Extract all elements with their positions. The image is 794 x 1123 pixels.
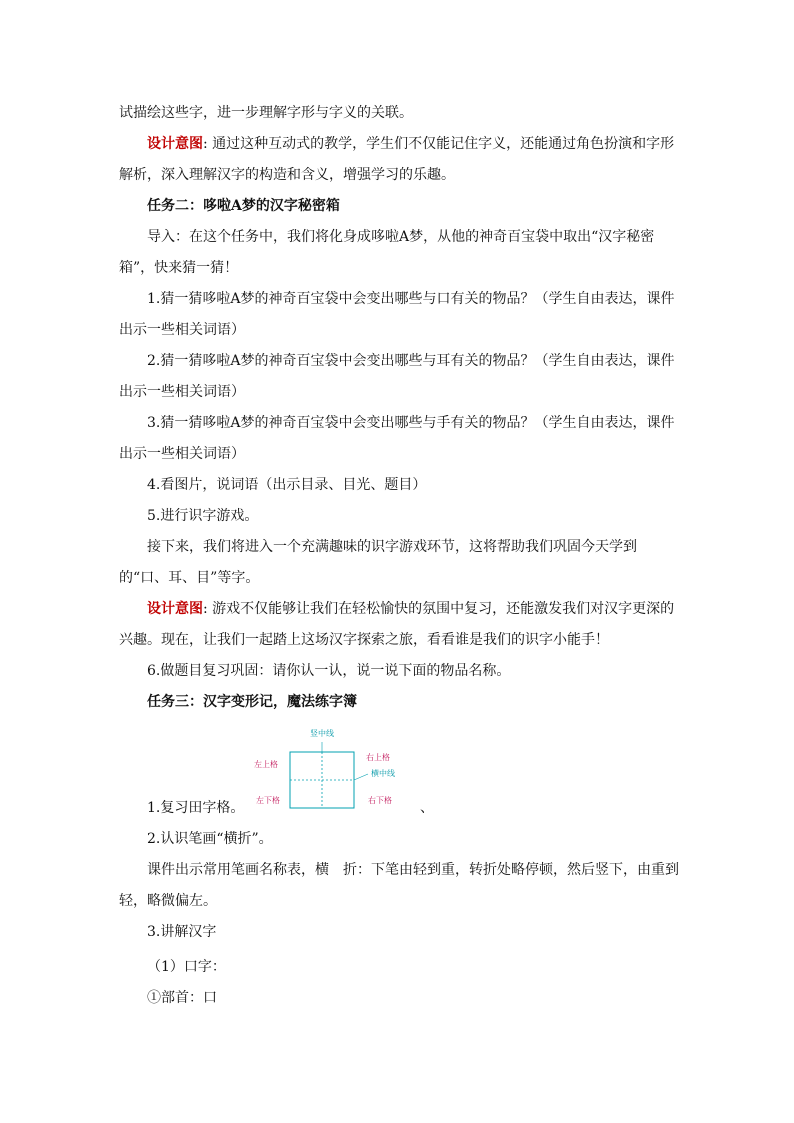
label-bottom-right: 右下格 (368, 796, 392, 805)
step-1: 1.复习田字格。 (147, 800, 245, 816)
step-3: 3.讲解汉字 (147, 924, 217, 940)
paragraph-design-intent-2 (119, 594, 679, 656)
label-horizontal-center: 横中线 (371, 769, 395, 778)
label-separator: : (203, 601, 213, 617)
pointer-line (354, 774, 368, 780)
paragraph-design-intent-1 (119, 129, 679, 191)
step-2: 2.认识笔画“横折”。 (147, 831, 273, 847)
step-1-tail: 、 (420, 800, 434, 816)
design-intent-label: 设计意图 (147, 136, 203, 152)
question-5: 5.进行识字游戏。 (147, 508, 259, 524)
label-top-left: 左上格 (254, 760, 278, 769)
design-intent-label: 设计意图 (147, 601, 203, 617)
design-intent-text: 游戏不仅能够让我们在轻松愉快的氛围中复习，还能激发我们对汉字更深的兴趣。现在，让我们一起踏上这场汉字探索之旅，看看谁是我们的识字小能手！ (119, 601, 675, 648)
paragraph-trace: 试描绘这些字，进一步理解字形与字义的关联。 (119, 105, 413, 121)
question-1: 1.猜一猜哆啦A梦的神奇百宝袋中会变出哪些与口有关的物品？（学生自由表达，课件出示一些相关词语） (119, 291, 675, 338)
task3-heading: 任务三：汉字变形记，魔法练字簿 (147, 694, 357, 710)
design-intent-text: 通过这种互动式的教学，学生们不仅能记住字义，还能通过角色扮演和字形解析，深入理解汉字的构造和含义，增强学习的乐趣。 (119, 136, 675, 183)
label-vertical-center: 竖中线 (310, 729, 334, 738)
label-separator: : (203, 136, 213, 152)
label-bottom-left: 左下格 (256, 796, 280, 805)
paragraph-game: 接下来，我们将进入一个充满趣味的识字游戏环节，这将帮助我们巩固今天学到的“口、耳、目”等字。 (119, 539, 637, 586)
question-3: 3.猜一猜哆啦A梦的神奇百宝袋中会变出哪些与手有关的物品？（学生自由表达，课件出示一些相关词语） (119, 415, 675, 462)
question-4: 4.看图片，说词语（出示目录、目光、题目） (147, 477, 427, 493)
paragraph-intro: 导入：在这个任务中，我们将化身成哆啦A梦，从他的神奇百宝袋中取出“汉字秘密箱”，快来猜一猜！ (119, 229, 655, 276)
task2-heading: 任务二：哆啦A梦的汉字秘密箱 (147, 198, 340, 214)
step-3-2: ①部首：口 (147, 990, 217, 1006)
question-6: 6.做题目复习巩固：请你认一认，说一说下面的物品名称。 (147, 663, 511, 679)
paragraph-stroke: 课件出示常用笔画名称表，横 折：下笔由轻到重，转折处略停顿，然后竖下，由重到轻，略微偏左。 (119, 862, 679, 909)
step-3-1: （1）口字： (147, 959, 226, 975)
question-2: 2.猜一猜哆啦A梦的神奇百宝袋中会变出哪些与耳有关的物品？（学生自由表达，课件出示一些相关词语） (119, 353, 675, 400)
label-top-right: 右上格 (366, 753, 390, 762)
